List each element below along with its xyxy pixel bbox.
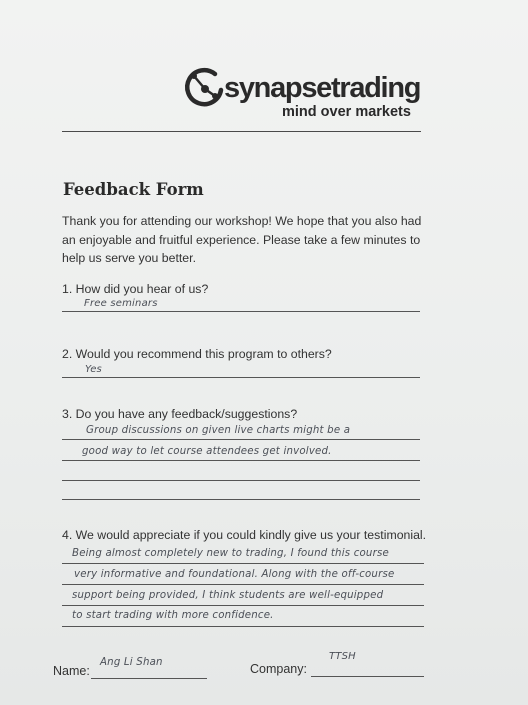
- name-value: Ang Li Shan: [100, 657, 163, 668]
- question-4-rule-1: [62, 563, 424, 564]
- company-underline: [311, 676, 424, 677]
- question-4-rule-2: [62, 584, 424, 585]
- question-3-rule-1: [62, 439, 420, 440]
- question-4-answer-line-2: very informative and foundational. Along with the off-course: [74, 569, 395, 580]
- question-1-answer-line: [62, 311, 420, 312]
- name-underline: [91, 678, 207, 679]
- question-3-answer-line-1: Group discussions on given live charts might be a: [86, 425, 351, 436]
- question-2-answer: Yes: [85, 364, 102, 375]
- logo-mark-icon: [182, 66, 226, 110]
- question-3-label: 3. Do you have any feedback/suggestions?: [62, 407, 298, 421]
- question-4-rule-3: [62, 605, 424, 606]
- question-1-answer: Free seminars: [84, 298, 158, 309]
- question-4-answer-line-1: Being almost completely new to trading, I found this course: [72, 548, 389, 559]
- question-2-answer-line: [62, 377, 420, 378]
- question-4-rule-4: [62, 626, 424, 627]
- header-divider: [62, 131, 421, 132]
- question-3-rule-3: [62, 480, 420, 481]
- question-4-answer-line-3: support being provided, I think students are well-equipped: [72, 590, 384, 601]
- question-3-answer-line-2: good way to let course attendees get involved.: [82, 446, 332, 457]
- synapsetrading-logo: [182, 64, 422, 126]
- page-title: Feedback Form: [63, 180, 204, 199]
- question-3-rule-4: [62, 499, 420, 500]
- logo-wordmark: synapsetrading: [224, 72, 421, 104]
- intro-text: Thank you for attending our workshop! We hope that you also had an enjoyable and fruitful experience. Please take a few minutes to help us serve you better.: [62, 214, 422, 265]
- company-label: Company:: [250, 662, 307, 676]
- question-2-label: 2. Would you recommend this program to others?: [62, 347, 332, 361]
- question-4-answer-line-4: to start trading with more confidence.: [72, 610, 274, 621]
- company-value: TTSH: [329, 651, 356, 662]
- name-label: Name:: [53, 664, 90, 678]
- question-3-rule-2: [62, 460, 420, 461]
- question-4-label: 4. We would appreciate if you could kindly give us your testimonial.: [62, 528, 427, 542]
- logo-tagline: mind over markets: [282, 104, 411, 120]
- question-1-label: 1. How did you hear of us?: [62, 282, 209, 296]
